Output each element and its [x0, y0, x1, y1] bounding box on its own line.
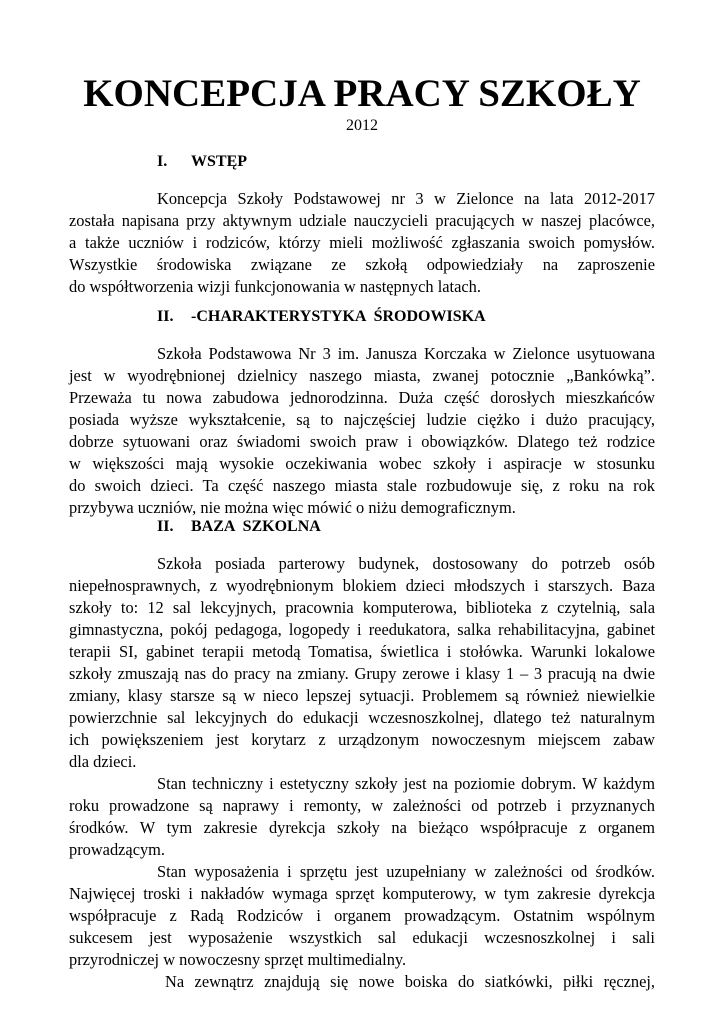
text-line: Stan wyposażenia i sprzętu jest uzupełniany w zależności od środków.: [157, 862, 655, 881]
section-title: WSTĘP: [191, 153, 248, 170]
text-line: do współtworzenia wizji funkcjonowania w następnych latach.: [69, 277, 481, 296]
paragraph-intro: [69, 188, 655, 298]
paragraph-technical-state: [69, 773, 655, 861]
text-line: terapii SI, gabinet terapii metodą Tomatisa, świetlica i stołówka. Warunki lokalowe: [69, 642, 655, 661]
text-line: Szkoła posiada parterowy budynek, dostosowany do potrzeb osób: [157, 554, 655, 573]
text-line: do swoich dzieci. Ta część naszego miasta stale rozbudowuje się, z roku na rok: [69, 476, 655, 495]
document-title: KONCEPCJA PRACY SZKOŁY: [83, 72, 641, 115]
section-heading-intro: [157, 152, 247, 172]
section-heading-environment: [157, 307, 486, 327]
section-heading-facilities: [157, 517, 321, 537]
text-line: Koncepcja Szkoły Podstawowej nr 3 w Zielonce na lata 2012-2017: [157, 189, 655, 208]
paragraph-environment: [69, 343, 655, 519]
text-line: ich powiększeniem jest korytarz z urządzonym nowoczesnym miejscem zabaw: [69, 730, 655, 749]
text-line: powierzchnie sal lekcyjnych do edukacji wczesnoszkolnej, dlatego też naturalnym: [69, 708, 655, 727]
paragraph-equipment: [69, 861, 655, 971]
text-line: jest w wyodrębnionej dzielnicy naszego miasta, zwanej potocznie „Bankówką”.: [69, 366, 655, 385]
text-line: dobrze sytuowani oraz świadomi swoich praw i obowiązków. Dlatego też rodzice: [69, 432, 655, 451]
section-title: BAZA SZKOLNA: [191, 518, 321, 535]
text-line: szkoły to: 12 sal lekcyjnych, pracownia komputerowa, biblioteka z czytelnią, sala: [69, 598, 655, 617]
text-line: gimnastyczna, pokój pedagoga, logopedy i reedukatora, salka rehabilitacyjna, gabinet: [69, 620, 655, 639]
text-line: przyrodniczej w nowoczesny sprzęt multimedialny.: [69, 950, 407, 969]
text-line: środków. W tym zakresie dyrekcja szkoły na bieżąco współpracuje z organem: [69, 818, 655, 837]
section-number: I.: [157, 153, 168, 170]
section-number: II.: [157, 308, 174, 325]
text-line: przybywa uczniów, nie można więc mówić o niżu demograficznym.: [69, 498, 516, 517]
text-line: Wszystkie środowiska związane ze szkołą odpowiedziały na zaproszenie: [69, 255, 655, 274]
text-line: niepełnosprawnych, z wyodrębnionym blokiem dzieci młodszych i starszych. Baza: [69, 576, 655, 595]
text-line: Najwięcej troski i nakładów wymaga sprzęt komputerowy, w tym zakresie dyrekcja: [69, 884, 655, 903]
text-line: posiada wyższe wykształcenie, są to najczęściej ludzie ciężko i dużo pracujący,: [69, 410, 655, 429]
text-line: a także uczniów i rodziców, którzy mieli możliwość zgłaszania swoich pomysłów.: [69, 233, 655, 252]
text-line: dla dzieci.: [69, 752, 137, 771]
paragraph-outdoor: [69, 971, 655, 993]
text-line: Przeważa tu nowa zabudowa jednorodzinna. Duża część dorosłych mieszkańców: [69, 388, 655, 407]
text-line: współpracuje z Radą Rodziców i organem prowadzącym. Ostatnim wspólnym: [69, 906, 655, 925]
text-line: zmiany, klasy starsze są w nieco lepszej sytuacji. Problemem są również niewielkie: [69, 686, 655, 705]
section-number: II.: [157, 518, 174, 535]
text-line: sukcesem jest wyposażenie wszystkich sal edukacji wczesnoszkolnej i sali: [69, 928, 655, 947]
text-line: Stan techniczny i estetyczny szkoły jest na poziomie dobrym. W każdym: [157, 774, 655, 793]
text-line: prowadzącym.: [69, 840, 166, 859]
document-year: 2012: [346, 117, 378, 134]
text-line: roku prowadzone są naprawy i remonty, w zależności od potrzeb i przyznanych: [69, 796, 655, 815]
text-line: w większości mają wysokie oczekiwania wobec szkoły i aspiracje w stosunku: [69, 454, 655, 473]
section-title: -CHARAKTERYSTYKA ŚRODOWISKA: [191, 308, 486, 325]
text-line: Na zewnątrz znajdują się nowe boiska do siatkówki, piłki ręcznej,: [165, 972, 655, 991]
text-line: została napisana przy aktywnym udziale nauczycieli pracujących w naszej placówce,: [69, 211, 655, 230]
text-line: szkoły zmuszają nas do pracy na zmiany. Grupy zerowe i klasy 1 – 3 pracują na dwie: [69, 664, 655, 683]
text-line: Szkoła Podstawowa Nr 3 im. Janusza Korczaka w Zielonce usytuowana: [157, 344, 655, 363]
paragraph-facilities: [69, 553, 655, 773]
